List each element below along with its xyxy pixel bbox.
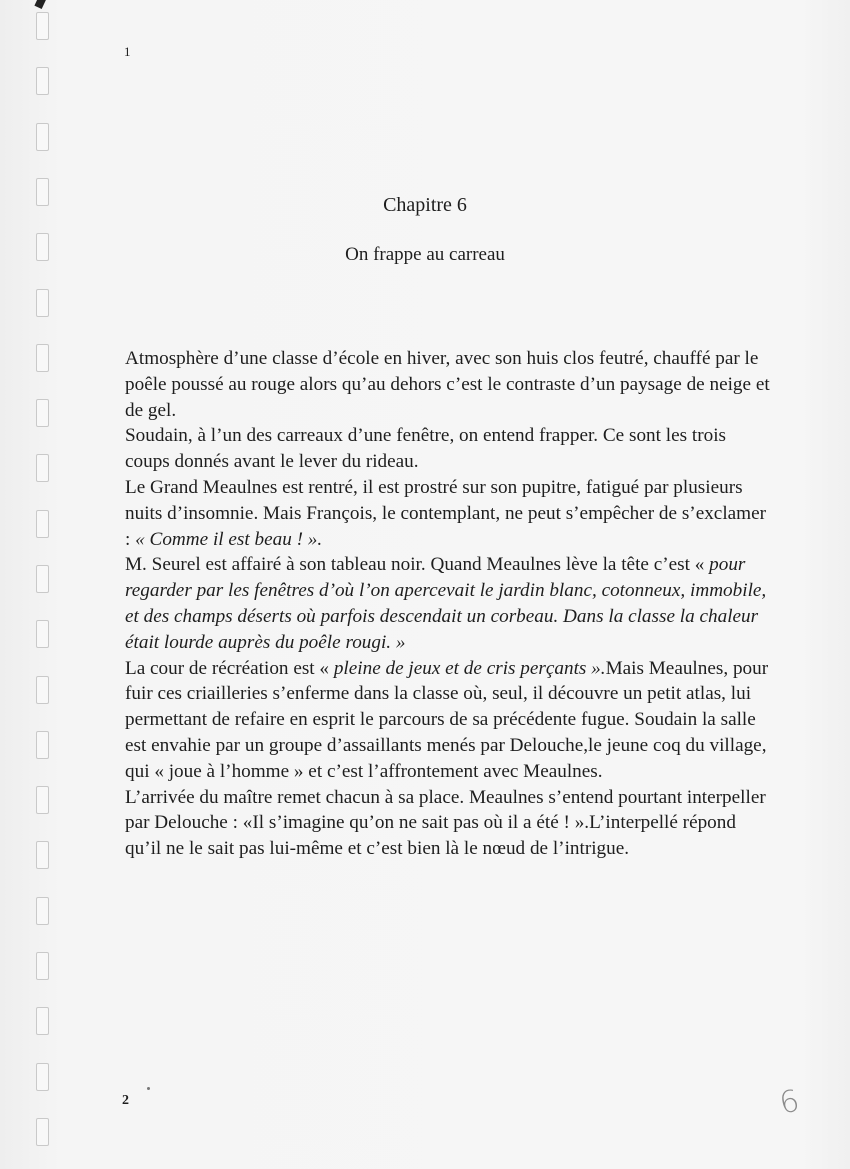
binding-hole	[36, 12, 49, 40]
binding-hole	[36, 1063, 49, 1091]
binding-hole	[36, 786, 49, 814]
ink-speck	[147, 1087, 150, 1090]
binding-hole	[36, 399, 49, 427]
paragraph	[125, 346, 775, 423]
text-run: M. Seurel est affairé à son tableau noir. Quand Meaulnes lève la tête c’est «	[125, 554, 710, 576]
page-number-bottom: 2	[122, 1093, 129, 1108]
paragraph	[125, 423, 775, 475]
chapter-title: Chapitre 6	[383, 194, 467, 216]
binding-hole	[36, 620, 49, 648]
text-run: Soudain, à l’un des carreaux d’une fenêtre, on entend frapper. Ce sont les trois coups donnés avant le lever du rideau.	[125, 425, 727, 473]
binding-holes	[36, 0, 50, 1169]
binding-hole	[36, 1118, 49, 1146]
paragraph	[125, 475, 775, 552]
binding-hole	[36, 454, 49, 482]
chapter-subtitle: On frappe au carreau	[345, 244, 505, 265]
binding-hole	[36, 676, 49, 704]
text-run: La cour de récréation est «	[125, 657, 334, 679]
text-run: Le Grand Meaulnes est rentré, il est prostré sur son pupitre, fatigué par plusieurs nuits d’insomnie. Mais François, le contemplant, ne peut s’empêcher de s’exclamer :	[125, 476, 766, 550]
binding-hole	[36, 897, 49, 925]
binding-hole	[36, 67, 49, 95]
binding-hole	[36, 565, 49, 593]
paragraph	[125, 785, 775, 862]
quoted-passage: pleine de jeux et de cris perçants ».	[333, 657, 606, 679]
handwritten-page-number: 6	[776, 1083, 803, 1122]
binding-hole	[36, 123, 49, 151]
paragraph	[125, 656, 775, 785]
quoted-passage: « Comme il est beau ! ».	[135, 528, 323, 550]
text-run: Mais Meaulnes, pour fuir ces criailleries s’enferme dans la classe où, seul, il découvre un petit atlas, lui permettant de refaire en esprit le parcours de sa précédente fugue. Soudain la salle est envahie par un groupe d’assaillants menés par Delouche,le jeune coq du village, qui « joue à l’homme » et c’est l’affrontement avec Meaulnes.	[125, 657, 769, 782]
binding-hole	[36, 1007, 49, 1035]
binding-hole	[36, 510, 49, 538]
binding-hole	[36, 344, 49, 372]
quoted-passage: pour regarder par les fenêtres d’où l’on apercevait le jardin blanc, cotonneux, immobile, et des champs déserts où parfois descendait un corbeau. Dans la classe la chaleur était lourde auprès du poêle rougi. »	[125, 554, 767, 653]
body-text	[125, 346, 775, 862]
binding-hole	[36, 289, 49, 317]
binding-hole	[36, 841, 49, 869]
binding-hole	[36, 952, 49, 980]
text-run: L’arrivée du maître remet chacun à sa place. Meaulnes s’entend pourtant interpeller par Delouche : «Il s’imagine qu’on ne sait pas où il a été ! ».L’interpellé répond qu’il ne le sait pas lui-même et c’est bien là le nœud de l’intrigue.	[125, 786, 766, 860]
text-run: Atmosphère d’une classe d’école en hiver, avec son huis clos feutré, chauffé par le poêle poussé au rouge alors qu’au dehors c’est le contraste d’un paysage de neige et de gel.	[125, 348, 770, 421]
paragraph	[125, 552, 775, 655]
page-number-top: 1	[124, 44, 131, 59]
binding-hole	[36, 731, 49, 759]
